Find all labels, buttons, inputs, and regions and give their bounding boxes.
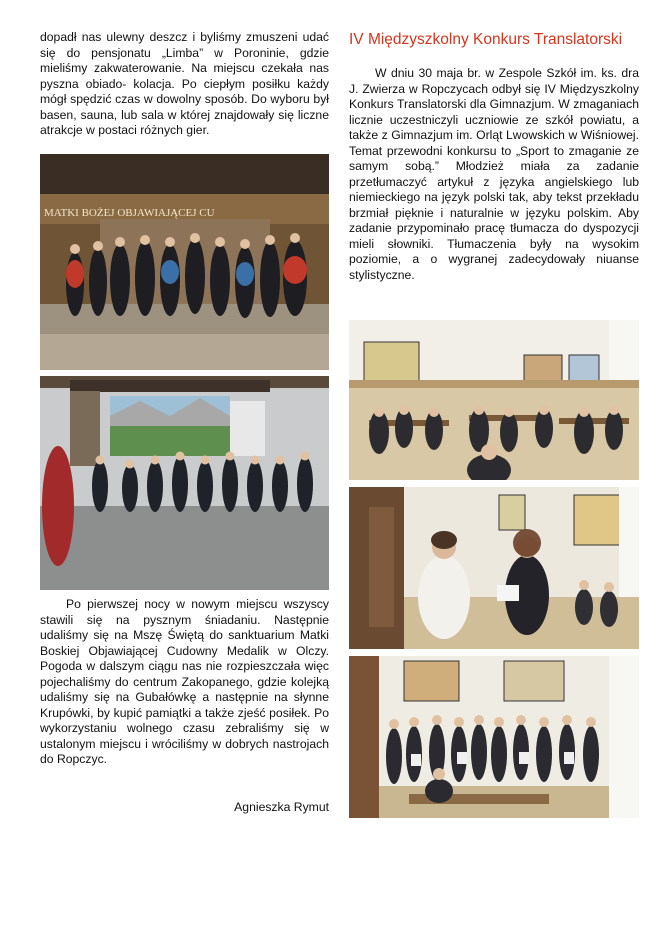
left-paragraph-top: dopadł nas ulewny deszcz i byliśmy zmuszeni udać się do pensjonatu „Limba” w Poroninie, gdzie mieliśmy zakwaterowanie. Na miejscu czekała nas pyszna obiado- kolacja. Po ciepłym posiłku każdy mógł spędzić czas w dowolny sposób. Do wyboru był basen, sauna, lub sala w której znajdowały się liczne atrakcje w postaci różnych gier. bbox=[40, 30, 329, 137]
sign-text: MATKI BOŻEJ OBJAWIAJĄCEJ CU bbox=[44, 207, 215, 219]
right-column-text bbox=[349, 66, 639, 283]
author-name: Agnieszka Rymut bbox=[234, 800, 329, 814]
classroom-photo-1 bbox=[349, 320, 639, 480]
left-paragraph-bottom: Po pierwszej nocy w nowym miejscu wszyscy stawili się na pysznym śniadaniu. Następnie udaliśmy się na Mszę Świętą do sanktuarium Matki Boskiej Objawiającej Cudowny Medalik w Olczy. Pogoda w dalszym ciągu nas nie rozpieszczała więc pojechaliśmy do centrum Zakopanego, gdzie kolejką udaliśmy się na Gubałówkę a następnie na słynne Krupówki, by kupić pamiątki a także zjeść posiłek. Po wykorzystaniu wolnego czasu zebraliśmy się w ustalonym miejscu i wróciliśmy w dobrych nastrojach do Ropczyc. bbox=[40, 597, 329, 766]
right-paragraph: W dniu 30 maja br. w Zespole Szkół im. ks. dra J. Zwierza w Ropczycach odbył się IV Międzyszkolny Konkurs Translatorski dla Gimnazjum. W zmaganiach licznie uczestniczyli uczniowie ze szkół powiatu, a także z Gimnazjum im. Orląt Lwowskich w Wiśniowej. Temat przewodni konkursu to „Sport to zmaganie ze samym sobą.” Młodzież miała za zadanie przetłumaczyć artykuł z języka angielskiego lub niemieckiego na język polski tak, aby tekst przekładu brzmiał pięknie i naturalnie w języku polskim. Aby zadanie przypominało pracę tłumacza do dyspozycji mieli słowniki. Tłumaczenia były na wysokim poziomie, a o wygranej zadecydowały niuanse stylistyczne. bbox=[349, 66, 639, 282]
group-photo-sanctuary bbox=[40, 154, 329, 370]
left-bottom-text bbox=[40, 597, 329, 768]
article-title: IV Międzyszkolny Konkurs Translatorski bbox=[349, 31, 623, 48]
group-photo-gubalowka bbox=[40, 376, 329, 590]
classroom-photo-2 bbox=[349, 487, 639, 649]
left-column bbox=[40, 30, 329, 139]
classroom-photo-3 bbox=[349, 656, 639, 818]
